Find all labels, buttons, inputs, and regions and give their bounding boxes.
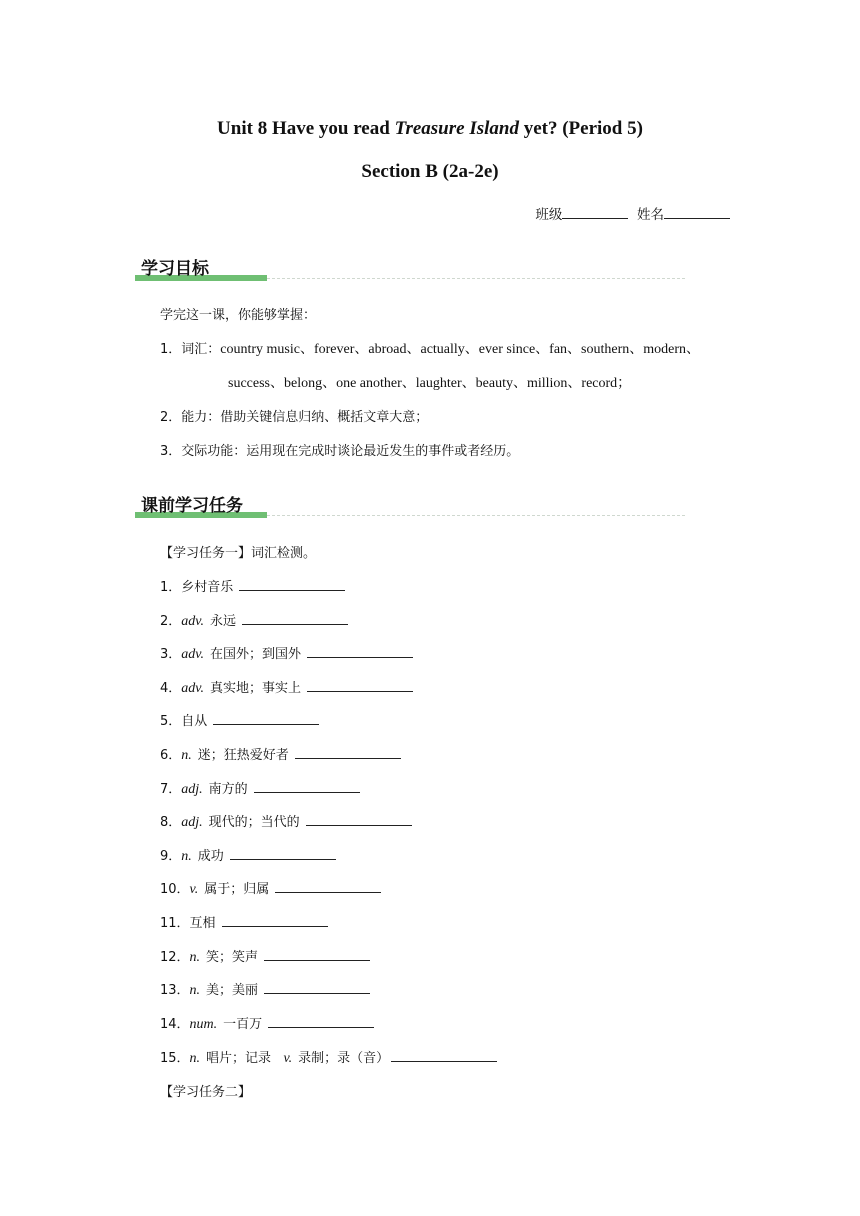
class-blank[interactable] <box>562 206 628 219</box>
heading-divider <box>267 515 685 516</box>
vocab-meaning: 唱片；记录 <box>206 1051 272 1066</box>
answer-blank[interactable] <box>307 679 413 692</box>
answer-blank[interactable] <box>295 746 401 759</box>
vocab-pos: adv. <box>181 613 204 629</box>
answer-blank[interactable] <box>254 780 360 793</box>
task2-title: 【学习任务二】 <box>160 1085 252 1100</box>
objective-1-words: country music、forever、abroad、actually、ever since、fan、southern、modern、 <box>220 342 701 357</box>
objective-item-2: 2．能力：借助关键信息归纳、概括文章大意； <box>160 410 429 425</box>
vocab-meaning: 自从 <box>181 714 208 730</box>
vocab-item <box>160 946 370 966</box>
vocab-number: 5． <box>160 714 182 730</box>
objectives-heading <box>135 251 685 281</box>
vocab-number: 3． <box>160 647 182 663</box>
objectives-heading-text: 学习目标 <box>141 259 209 279</box>
vocab-number: 10． <box>160 882 190 898</box>
answer-blank[interactable] <box>306 813 412 826</box>
objectives-intro: 学完这一课，你能够掌握： <box>160 308 317 323</box>
vocab-meaning: 互相 <box>189 916 216 931</box>
title-text-1: Unit 8 Have you read <box>217 118 395 139</box>
vocab-meaning: 在国外；到国外 <box>209 647 301 663</box>
vocab-number: 9． <box>160 848 182 864</box>
vocab-pos: v. <box>189 882 199 898</box>
heading-divider <box>267 278 685 279</box>
vocab-number: 13． <box>160 983 190 999</box>
vocab-meaning: 属于；归属 <box>204 882 270 898</box>
class-label: 班级 <box>535 207 563 223</box>
title-text-2: yet? (Period 5) <box>518 118 643 139</box>
vocab-meaning: 现代的；当代的 <box>208 815 300 831</box>
vocab-number: 12． <box>160 949 190 965</box>
answer-blank[interactable] <box>239 578 345 591</box>
vocab-pos: n. <box>181 748 192 763</box>
task1-title: 【学习任务一】词汇检测。 <box>160 546 317 561</box>
vocab-number: 8． <box>160 815 182 831</box>
vocab-item <box>160 744 401 764</box>
vocab-meaning-2: 录制；录（音） <box>298 1051 390 1066</box>
vocab-item <box>160 778 360 798</box>
pretask-heading <box>135 488 685 518</box>
vocab-item <box>160 878 381 898</box>
vocab-pos: n. <box>181 848 192 864</box>
vocab-item <box>160 811 412 831</box>
answer-blank[interactable] <box>222 914 328 927</box>
answer-blank[interactable] <box>213 712 319 725</box>
objective-1-words-cont: success、belong、one another、laughter、beauty、million、record； <box>228 376 632 391</box>
answer-blank[interactable] <box>242 612 348 625</box>
vocab-item <box>160 845 336 865</box>
vocab-meaning: 成功 <box>197 848 224 864</box>
vocab-item <box>160 610 348 630</box>
vocab-item <box>160 710 319 729</box>
vocab-pos: n. <box>189 1051 201 1066</box>
answer-blank[interactable] <box>391 1049 497 1062</box>
vocab-item <box>160 677 413 697</box>
vocab-item <box>160 576 345 595</box>
objective-item-3: 3．交际功能：运用现在完成时谈论最近发生的事件或者经历。 <box>160 444 520 459</box>
vocab-pos: adv. <box>181 680 204 696</box>
vocab-item <box>160 643 413 663</box>
vocab-number: 14． <box>160 1016 190 1032</box>
objective-1-prefix: 1．词汇： <box>160 342 221 357</box>
vocab-pos: adj. <box>181 815 203 831</box>
vocab-meaning: 乡村音乐 <box>181 580 234 595</box>
vocab-pos: n. <box>189 983 201 999</box>
vocab-meaning: 真实地；事实上 <box>209 680 301 696</box>
answer-blank[interactable] <box>307 645 413 658</box>
page-subtitle: Section B (2a-2e) <box>361 161 499 182</box>
vocab-meaning: 永远 <box>209 613 236 629</box>
title-book-name: Treasure Island <box>394 118 519 139</box>
objective-item-1-cont <box>228 372 631 392</box>
vocab-number: 6． <box>160 748 182 763</box>
vocab-number: 4． <box>160 680 182 696</box>
objective-item-1 <box>160 338 700 358</box>
class-name-line <box>535 203 730 223</box>
answer-blank[interactable] <box>264 981 370 994</box>
vocab-number: 1． <box>160 580 182 595</box>
vocab-meaning: 南方的 <box>208 781 248 797</box>
vocab-number: 2． <box>160 613 182 629</box>
vocab-pos: adj. <box>181 781 203 797</box>
vocab-meaning: 迷；狂热爱好者 <box>197 748 289 763</box>
vocab-pos-2: v. <box>283 1051 293 1066</box>
vocab-meaning: 笑；笑声 <box>206 949 259 965</box>
vocab-number: 11． <box>160 916 190 931</box>
vocab-meaning: 一百万 <box>223 1016 263 1032</box>
vocab-item-15 <box>160 1047 497 1067</box>
vocab-item <box>160 979 370 999</box>
vocab-pos: n. <box>189 949 201 965</box>
pretask-heading-text: 课前学习任务 <box>141 496 243 516</box>
vocab-item <box>160 912 328 931</box>
vocab-number: 15． <box>160 1051 190 1066</box>
vocab-meaning: 美；美丽 <box>206 983 259 999</box>
vocab-pos: num. <box>189 1016 218 1032</box>
vocab-pos: adv. <box>181 647 204 663</box>
vocab-number: 7． <box>160 781 182 797</box>
name-blank[interactable] <box>664 206 730 219</box>
answer-blank[interactable] <box>275 880 381 893</box>
vocab-item <box>160 1013 374 1033</box>
answer-blank[interactable] <box>264 948 370 961</box>
name-label: 姓名 <box>637 207 664 223</box>
answer-blank[interactable] <box>268 1015 374 1028</box>
answer-blank[interactable] <box>230 847 336 860</box>
page-title <box>0 118 860 140</box>
